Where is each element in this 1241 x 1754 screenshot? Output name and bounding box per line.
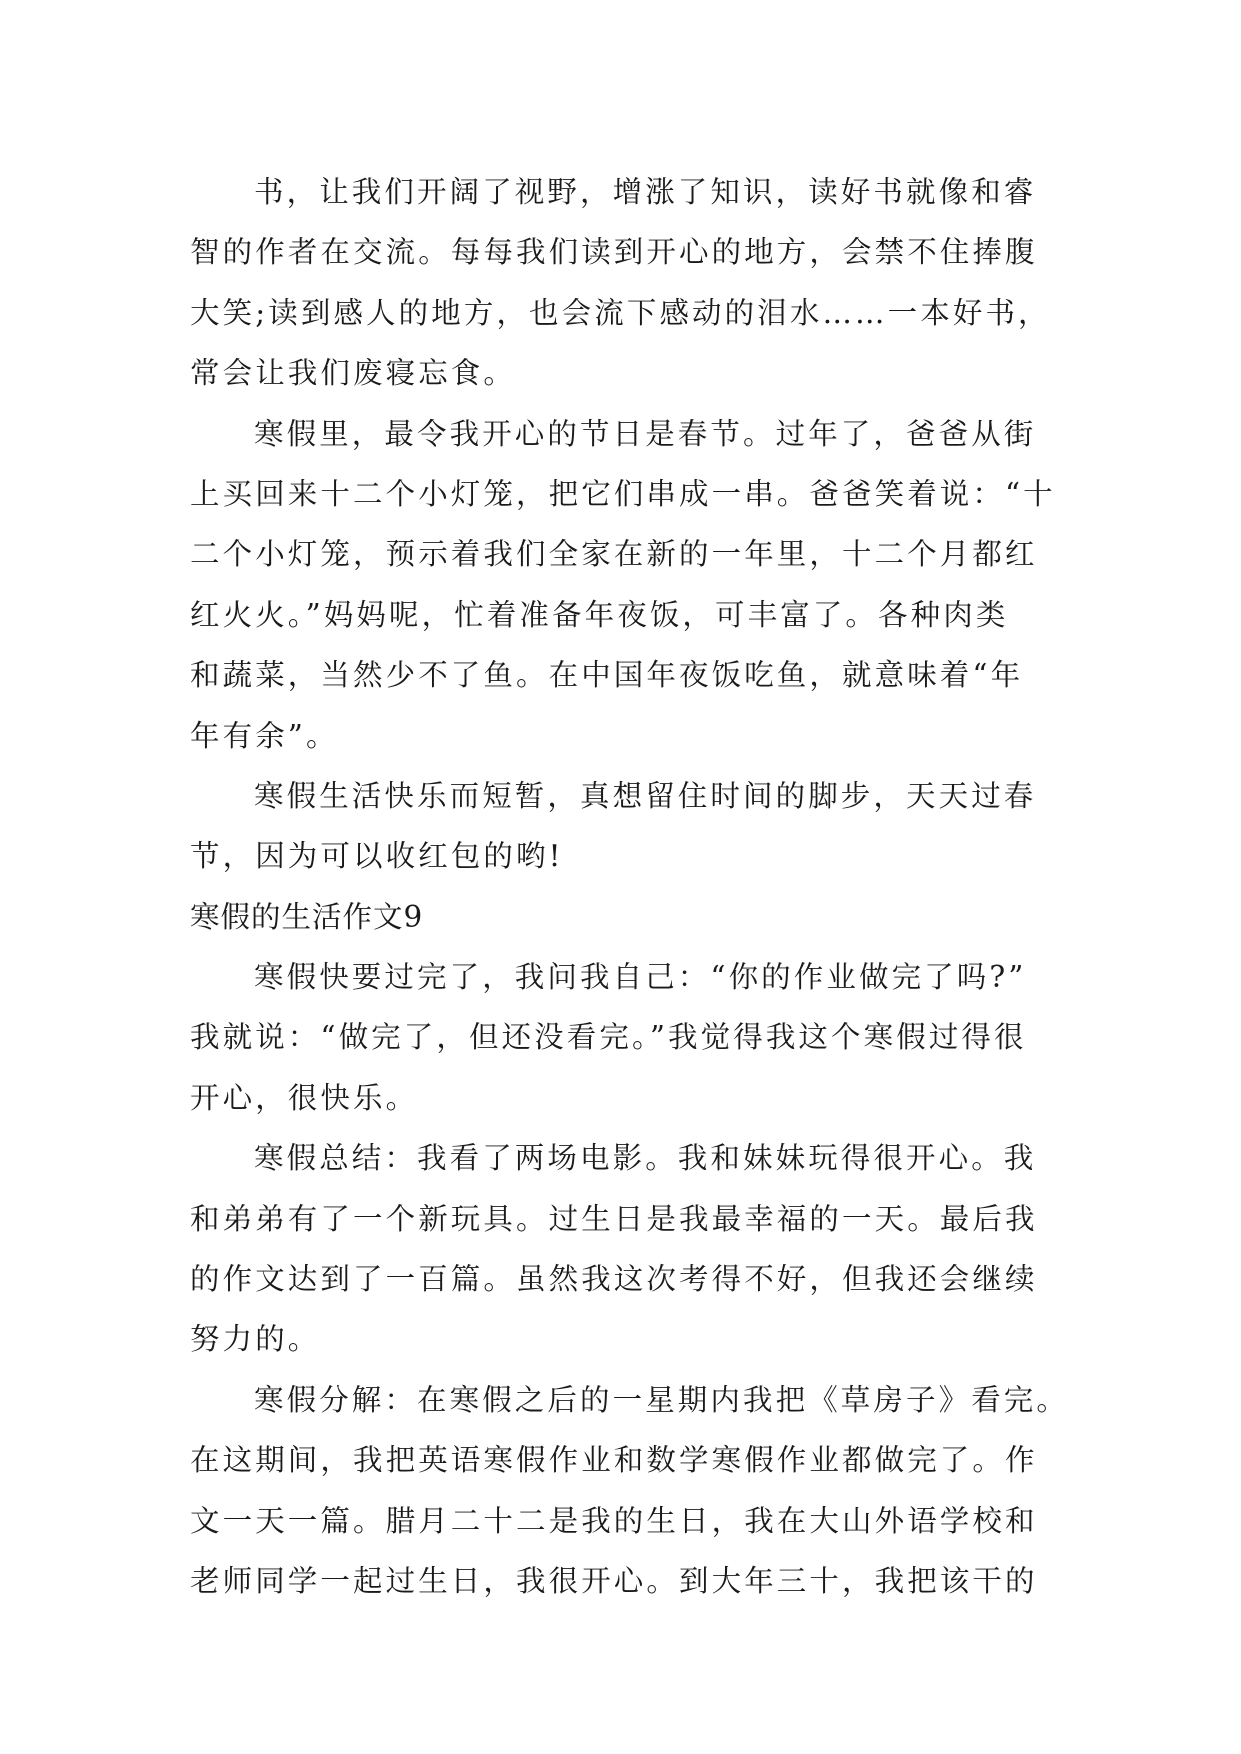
text-line: 智的作者在交流。每每我们读到开心的地方，会禁不住捧腹 [190,235,1038,270]
text-line: 寒假里，最令我开心的节日是春节。过年了，爸爸从街 [254,416,1037,451]
text-line: 大笑;读到感人的地方，也会流下感动的泪水……一本好书， [190,295,1051,330]
document-page [190,162,1070,1611]
text-line: 和弟弟有了一个新玩具。过生日是我最幸福的一天。最后我 [190,1201,1038,1236]
text-line: 节，因为可以收红包的哟! [190,839,564,874]
text-line: 老师同学一起过生日，我很开心。到大年三十，我把该干的 [190,1563,1038,1598]
text-line: 寒假总结：我看了两场电影。我和妹妹玩得很开心。我 [254,1141,1037,1176]
text-line: 和蔬菜，当然少不了鱼。在中国年夜饭吃鱼，就意味着“年 [190,658,1024,693]
text-line: 红火火。”妈妈呢，忙着准备年夜饭，可丰富了。各种肉类 [190,597,1009,632]
text-line: 书，让我们开阔了视野，增涨了知识，读好书就像和睿 [254,175,1037,209]
text-line: 寒假快要过完了，我问我自己：“你的作业做完了吗?” [254,960,1027,995]
text-line: 二个小灯笼，预示着我们全家在新的一年里，十二个月都红 [190,537,1038,572]
text-line: 上买回来十二个小灯笼，把它们串成一串。爸爸笑着说：“十 [190,476,1056,511]
text-line: 努力的。 [190,1322,321,1357]
text-line: 开心，很快乐。 [190,1080,419,1115]
section-heading: 寒假的生活作文9 [190,899,424,934]
text-line: 寒假分解：在寒假之后的一星期内我把《草房子》看完。 [254,1382,1070,1417]
text-line: 文一天一篇。腊月二十二是我的生日，我在大山外语学校和 [190,1503,1038,1538]
text-line: 在这期间，我把英语寒假作业和数学寒假作业都做完了。作 [190,1443,1038,1478]
text-line: 常会让我们废寝忘食。 [190,356,517,391]
text-line: 寒假生活快乐而短暂，真想留住时间的脚步，天天过春 [254,778,1037,813]
text-line: 我就说：“做完了，但还没看完。”我觉得我这个寒假过得很 [190,1020,1027,1055]
text-line: 的作文达到了一百篇。虽然我这次考得不好，但我还会继续 [190,1262,1038,1297]
text-line: 年有余”。 [190,718,339,753]
